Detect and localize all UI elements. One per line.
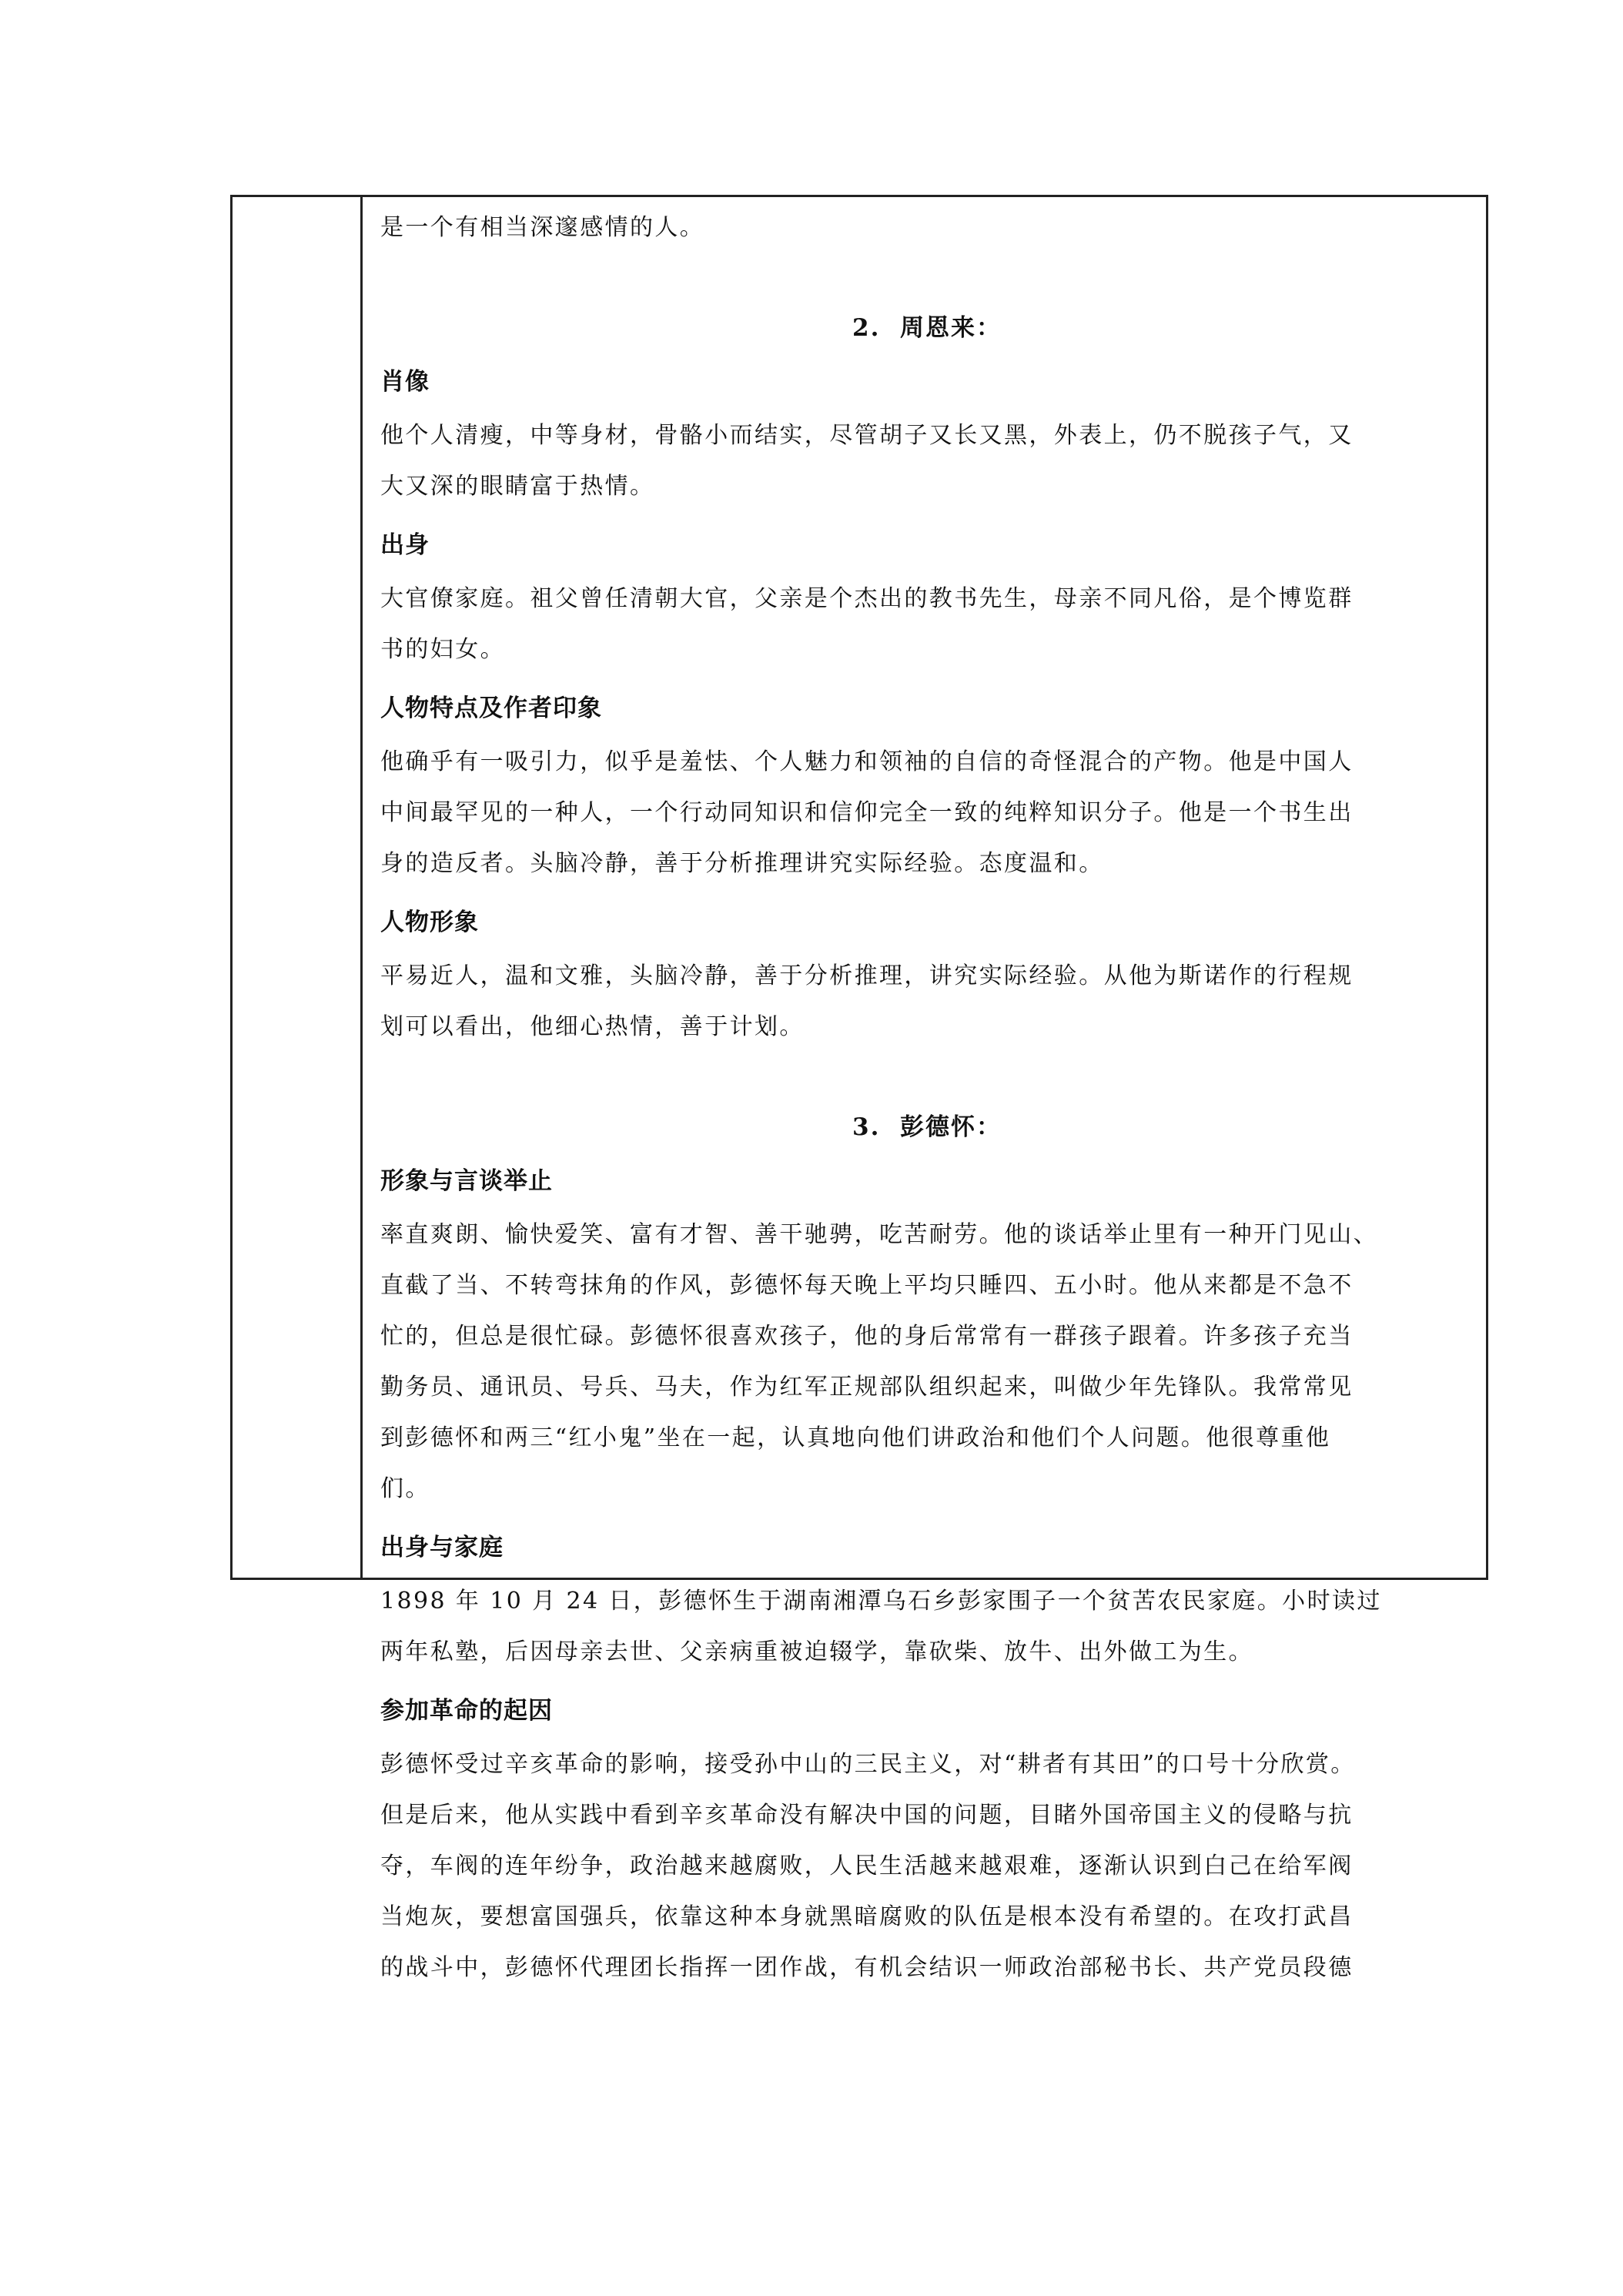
text-line: 1898 年 10 月 24 日，彭德怀生于湖南湘潭乌石乡彭家围子一个贫苦农民家庭。小时读过 <box>380 1588 1382 1615</box>
section-number: 3. <box>852 1113 881 1141</box>
text-line: 大官僚家庭。祖父曾任清朝大官，父亲是个杰出的教书先生，母亲不同凡俗，是个博览群 <box>380 585 1354 612</box>
text-line: 他个人清瘦，中等身材，骨骼小而结实，尽管胡子又长又黑，外表上，仍不脱孩子气，又 <box>380 422 1354 449</box>
section-number: 2. <box>852 314 881 342</box>
section-title-zhou-enlai <box>380 313 1474 343</box>
text-line: 身的造反者。头脑冷静，善于分析推理讲究实际经验。态度温和。 <box>380 850 1104 877</box>
text-line: 的战斗中，彭德怀代理团长指挥一团作战，有机会结识一师政治部秘书长、共产党员段德 <box>380 1954 1354 1981</box>
text-line: 他确乎有一吸引力，似乎是羞怯、个人魅力和领袖的自信的奇怪混合的产物。他是中国人 <box>380 748 1354 775</box>
text-line: 忙的，但总是很忙碌。彭德怀很喜欢孩子，他的身后常常有一群孩子跟着。许多孩子充当 <box>380 1323 1354 1350</box>
section-title-peng-dehuai <box>380 1112 1474 1143</box>
section-name: 彭德怀： <box>899 1113 1002 1141</box>
text-line: 夺，车阀的连年纷争，政治越来越腐败，人民生活越来越艰难，逐渐认识到白己在给军阀 <box>380 1853 1354 1879</box>
text-line: 彭德怀受过辛亥革命的影响，接受孙中山的三民主义，对“耕者有其田”的口号十分欣赏。 <box>380 1751 1356 1778</box>
heading-origin: 出身 <box>380 531 430 559</box>
text-line: 率直爽朗、愉快爱笑、富有才智、善干驰骋，吃苦耐劳。他的谈话举止里有一种开门见山、 <box>380 1221 1378 1248</box>
intro-line: 是一个有相当深邃感情的人。 <box>380 214 705 241</box>
heading-demeanor: 形象与言谈举止 <box>380 1167 553 1195</box>
text-line: 们。 <box>380 1475 430 1502</box>
text-line: 到彭德怀和两三“红小鬼”坐在一起，认真地向他们讲政治和他们个人问题。他很尊重他 <box>380 1424 1331 1451</box>
text-line: 划可以看出，他细心热情，善于计划。 <box>380 1013 805 1040</box>
text-line: 中间最罕见的一种人，一个行动同知识和信仰完全一致的纯粹知识分子。他是一个书生出 <box>380 799 1354 826</box>
heading-image: 人物形象 <box>380 909 479 936</box>
text-line: 书的妇女。 <box>380 636 505 663</box>
heading-traits: 人物特点及作者印象 <box>380 694 602 722</box>
heading-revolution-cause: 参加革命的起因 <box>380 1697 553 1725</box>
document-table <box>230 195 1488 1981</box>
column-divider <box>360 197 363 1578</box>
heading-portrait: 肖像 <box>380 368 430 396</box>
heading-family: 出身与家庭 <box>380 1534 504 1561</box>
text-line: 当炮灰，要想富国强兵，依靠这种本身就黑暗腐败的队伍是根本没有希望的。在攻打武昌 <box>380 1903 1354 1930</box>
text-line: 但是后来，他从实践中看到辛亥革命没有解决中国的问题，目睹外国帝国主义的侵略与抗 <box>380 1802 1354 1829</box>
text-line: 平易近人，温和文雅，头脑冷静，善于分析推理，讲究实际经验。从他为斯诺作的行程规 <box>380 962 1354 989</box>
section-name: 周恩来： <box>899 314 1002 342</box>
text-line: 大又深的眼睛富于热情。 <box>380 473 655 500</box>
text-line: 直截了当、不转弯抹角的作风，彭德怀每天晚上平均只睡四、五小时。他从来都是不急不 <box>380 1272 1354 1299</box>
text-line: 两年私塾，后因母亲去世、父亲病重被迫辍学，靠砍柴、放牛、出外做工为生。 <box>380 1638 1253 1665</box>
text-line: 勤务员、通讯员、号兵、马夫，作为红军正规部队组织起来，叫做少年先锋队。我常常见 <box>380 1374 1354 1401</box>
